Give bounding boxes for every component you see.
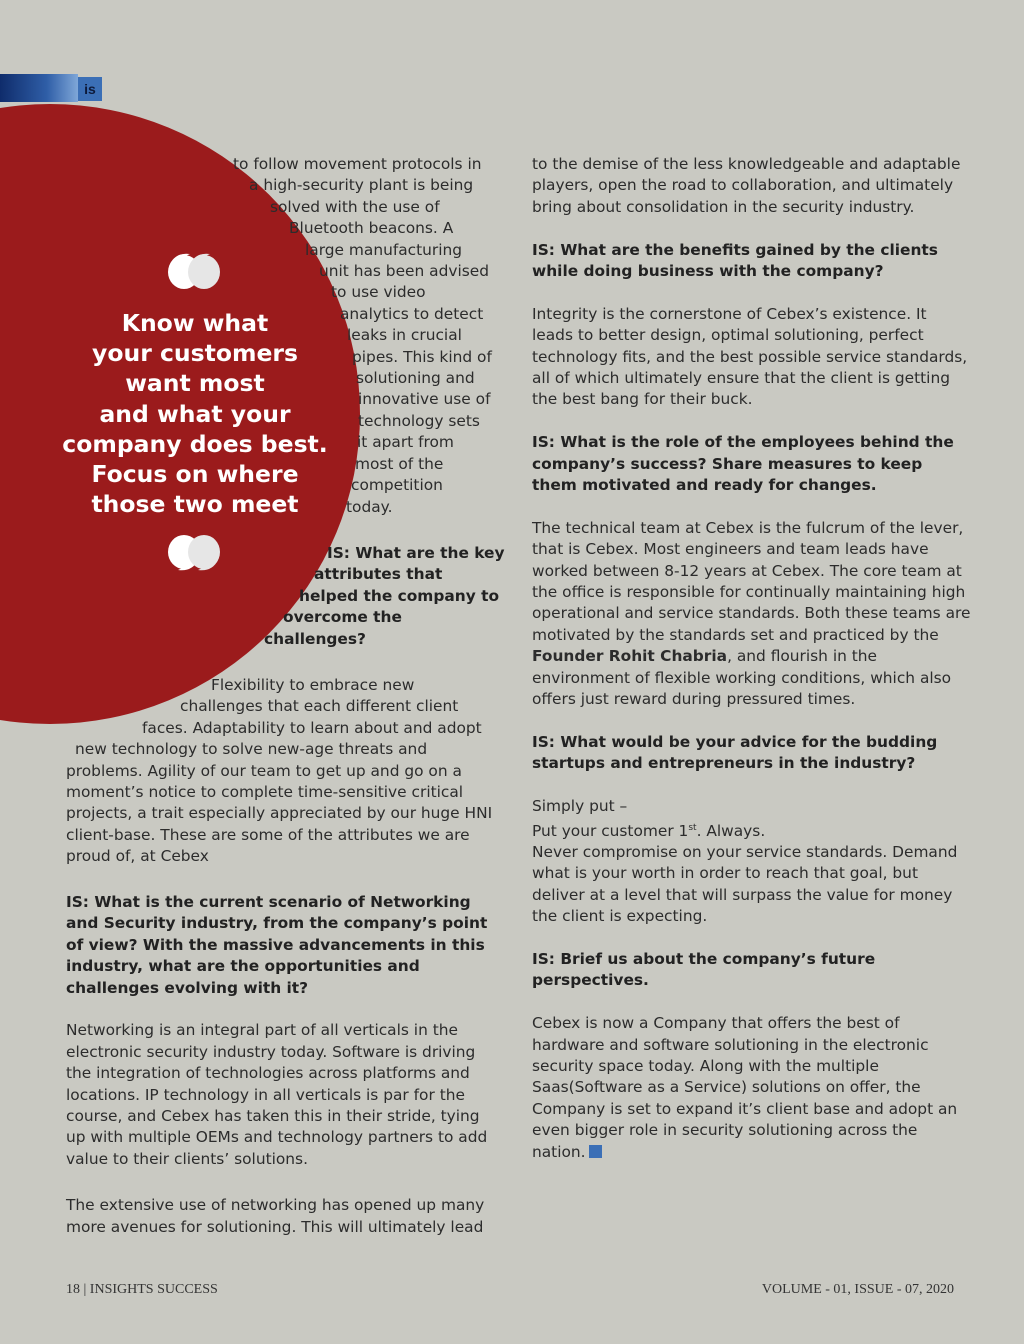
answer-networking-continued: The extensive use of networking has opened up many more avenues for solutioning. This will ultimately lead (66, 1196, 485, 1236)
question-future: IS: Brief us about the company’s future perspectives. (532, 950, 876, 990)
question-employees: IS: What is the role of the employees behind the company’s success? Share measures to keep them motivated and ready for changes. (532, 433, 954, 495)
wrap-question-1: IS: What are the key attributes that helped the company to overcome the challenges? (264, 544, 505, 648)
end-mark-icon (589, 1145, 602, 1158)
left-column (66, 892, 498, 1259)
answer-advice: Simply put – Put your customer 1st. Always. Never compromise on your service standards. Demand what is your worth in order to reach that goal, but deliver at a level that will surpass the value for money the client is expecting. (532, 797, 958, 926)
right-column (532, 154, 972, 1184)
wrap-paragraph-1: to follow movement protocols in a high-security plant is being solved with the use of Bluetooth beacons. A large manufacturing unit has been advised to use video analytics to detect leaks in crucial pipes. This kind of solutioning and innovative use of technology sets it apart from most of the competition today. (233, 155, 492, 516)
answer-future: Cebex is now a Company that offers the best of hardware and software solutioning in the electronic security space today. Along with the multiple Saas(Software as a Service) solutions on offer, the Company is set to expand it’s client base and adopt an even bigger role in security solutioning across the nation. (532, 1014, 958, 1161)
question-benefits: IS: What are the benefits gained by the clients while doing business with the company? (532, 240, 938, 281)
answer-networking-end: to the demise of the less knowledgeable and adaptable players, open the road to collaboration, and ultimately bring about consolidation in the security industry. (532, 155, 961, 216)
answer-employees: The technical team at Cebex is the fulcrum of the lever, that is Cebex. Most engineers and team leads have worked between 8-12 years at Cebex. The core team at the office is responsible for continually maintaining high operational and service standards. Both these teams are motivated by the standards set and practiced by the Founder Rohit Chabria, and flourish in the environment of flexible working conditions, which also offers just reward during pressured times. (532, 518, 971, 709)
pull-quote: Know what your customers want most and what your company does best. Focus on where those two meet (62, 309, 328, 519)
magazine-logo-icon: is (78, 77, 102, 101)
answer-benefits: Integrity is the cornerstone of Cebex’s existence. It leads to better design, optimal solutioning, perfect technology fits, and the best possible service standards, all of which ultimately ensure that the client is getting the best bang for their buck. (532, 304, 968, 409)
footer-issue: VOLUME - 01, ISSUE - 07, 2020 (761, 1282, 954, 1297)
question-advice: IS: What would be your advice for the budding startups and entrepreneurs in the industry? (532, 732, 938, 773)
footer-page-number: 18 | INSIGHTS SUCCESS (66, 1282, 218, 1297)
answer-networking: Networking is an integral part of all verticals in the electronic security industry today. Software is driving the integration of technologies across platforms and locations. IP technology in all verticals is par for the course, and Cebex has taken this in their stride, tying up with multiple OEMs and technology partners to add value to their clients’ solutions. (66, 1021, 488, 1168)
header-accent-bar (0, 74, 78, 102)
wrap-paragraph-2: Flexibility to embrace new challenges that each different client faces. Adaptability to learn about and adopt new technology to solve new-age threats and problems. Agility of our team to get up and go on a moment’s notice to complete time-sensitive critical projects, a trait especially appreciated by our huge HNI client-base. These are some of the attributes we are proud of, at Cebex (66, 676, 493, 866)
founder-name: Founder Rohit Chabria (532, 647, 728, 666)
question-networking: IS: What is the current scenario of Networking and Security industry, from the company’s point of view? With the massive advancements in this industry, what are the opportunities and challenges evolving with it? (66, 893, 488, 997)
